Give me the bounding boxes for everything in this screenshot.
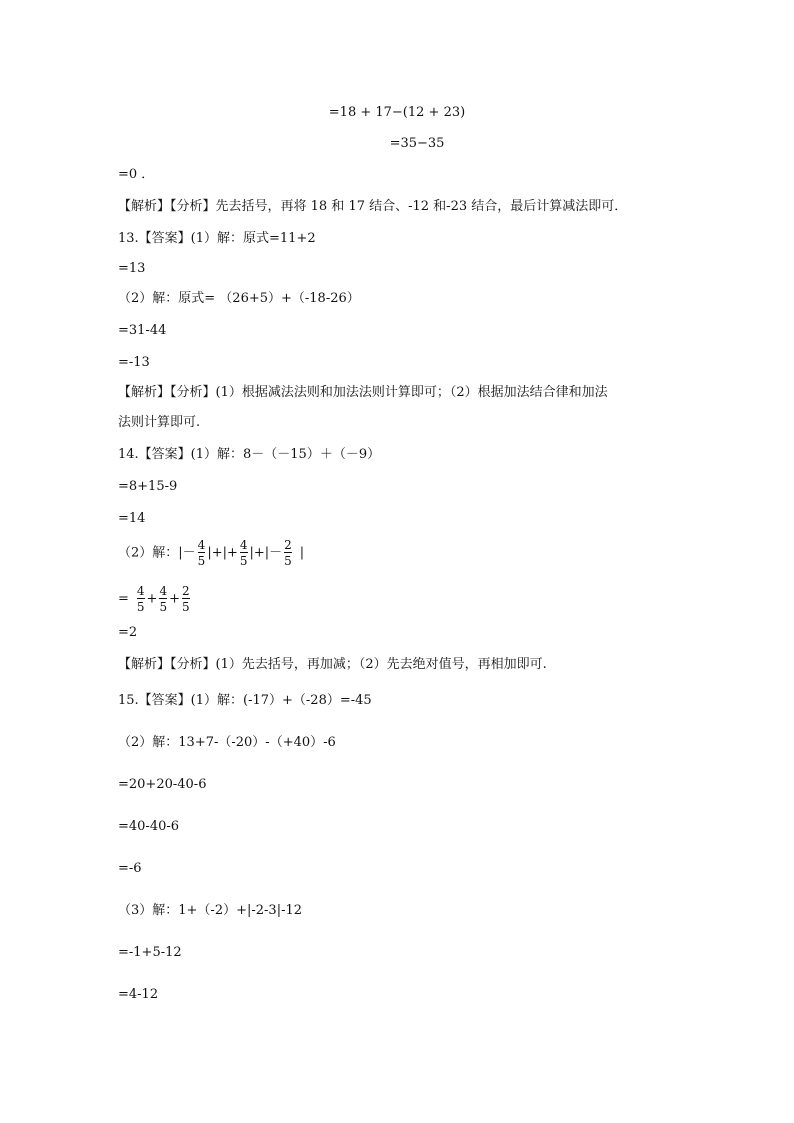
denominator: 5 xyxy=(136,600,145,614)
plus-sign: + xyxy=(169,591,180,607)
answer-14-line: 14.【答案】(1）解：8－（－15）＋（－9） xyxy=(118,447,381,462)
analysis-line: 【解析】【分析】先去括号，再将 18 和 17 结合、-12 和-23 结合，最后计算减法即可． xyxy=(118,199,628,214)
calc-line: =2 xyxy=(118,625,138,640)
denominator: 5 xyxy=(182,600,190,614)
fraction xyxy=(159,584,167,614)
abs-operator: |+|+ xyxy=(207,545,238,561)
denominator: 5 xyxy=(197,554,206,568)
calc-line: =14 xyxy=(118,511,146,526)
fraction xyxy=(284,538,292,568)
calc-line: =13 xyxy=(118,261,146,276)
fraction-expression-line xyxy=(118,538,304,569)
analysis-line: 法则计算即可. xyxy=(118,415,201,430)
result-line: =0 ． xyxy=(118,167,155,182)
abs-close: | xyxy=(299,545,305,561)
fraction xyxy=(137,584,145,614)
analysis-line: 【解析】【分析】(1）根据减法法则和加法法则计算即可；（2）根据加法结合律和加法 xyxy=(118,385,608,400)
calc-line: =-1+5-12 xyxy=(118,945,182,960)
denominator: 5 xyxy=(159,600,168,614)
analysis-line: 【解析】【分析】(1）先去括号，再加减；（2）先去绝对值号，再相加即可. xyxy=(118,657,547,672)
plus-sign: + xyxy=(146,591,158,607)
numerator: 2 xyxy=(182,584,190,598)
calc-line: =20+20-40-6 xyxy=(118,777,207,792)
equation-line: =18 + 17−(12 + 23) xyxy=(328,105,466,120)
abs-operator: |+|－ xyxy=(249,545,283,561)
equals-sign: = xyxy=(118,591,129,607)
calc-line: =8+15-9 xyxy=(118,479,178,494)
calc-line: =40-40-6 xyxy=(118,819,180,834)
answer-15-line: 15.【答案】(1）解：(-17）+（-28）=-45 xyxy=(118,693,372,708)
abs-open: |－ xyxy=(178,545,196,561)
denominator: 5 xyxy=(284,554,292,568)
calc-line: （2）解：13+7-（-20）-（+40）-6 xyxy=(118,735,336,750)
calc-line: =4-12 xyxy=(118,987,159,1002)
calc-line: （2）解：原式= （26+5）+（-18-26） xyxy=(118,291,360,306)
equation-line: =35−35 xyxy=(389,136,445,151)
fraction xyxy=(240,538,248,568)
expression-prefix: （2）解： xyxy=(118,545,179,561)
numerator: 4 xyxy=(239,538,248,552)
fraction xyxy=(198,538,206,568)
calc-line: =-13 xyxy=(118,355,150,370)
numerator: 4 xyxy=(159,584,168,598)
fraction-sum-line xyxy=(118,584,192,615)
answer-13-line: 13.【答案】(1）解：原式=11+2 xyxy=(118,231,316,246)
calc-line: （3）解：1+（-2）+|-2-3|-12 xyxy=(118,903,303,918)
calc-line: =31-44 xyxy=(118,323,167,338)
calc-line: =-6 xyxy=(118,861,142,876)
fraction xyxy=(182,584,190,614)
denominator: 5 xyxy=(239,554,248,568)
numerator: 4 xyxy=(197,538,206,552)
numerator: 2 xyxy=(284,538,292,552)
numerator: 4 xyxy=(136,584,145,598)
